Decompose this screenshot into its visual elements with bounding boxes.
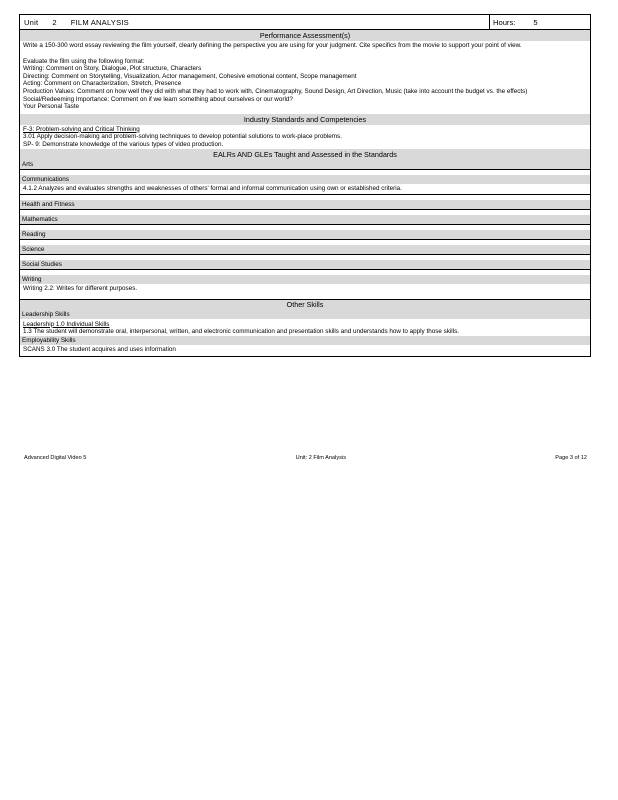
ealr-section-arts: Arts bbox=[20, 160, 590, 169]
other-skills-heading-text: Other Skills bbox=[286, 300, 324, 310]
unit-title: FILM ANALYSIS bbox=[70, 17, 129, 27]
footer-course: Advanced Digital Video 5 bbox=[24, 455, 87, 461]
hours-cell bbox=[490, 15, 590, 29]
performance-heading-text: Performance Assessment(s) bbox=[259, 31, 351, 40]
unit-title-cell bbox=[20, 15, 490, 29]
ealr-section-communications: Communications bbox=[20, 175, 590, 184]
performance-format-intro: Evaluate the film using the following format: bbox=[23, 57, 145, 65]
industry-line: SP- 9: Demonstrate knowledge of the various types of video production. bbox=[23, 140, 224, 148]
footer-page: Page 3 of 12 bbox=[555, 455, 587, 461]
performance-item: Writing: Comment on Story, Dialogue, Plot structure, Characters bbox=[23, 65, 202, 73]
unit-header bbox=[20, 15, 590, 30]
unit-number: 2 bbox=[52, 17, 57, 27]
industry-line: 3.01 Apply decision-making and problem-solving techniques to develop potential solutions to work-place problems. bbox=[23, 133, 342, 141]
performance-item: Directing: Comment on Storytelling, Visualization, Actor management, Cohesive emotional content, Scope management bbox=[23, 72, 357, 80]
employability-label: Employability Skills bbox=[20, 336, 590, 345]
footer-unit: Unit: 2 Film Analysis bbox=[295, 455, 347, 461]
leadership-label: Leadership Skills bbox=[20, 310, 590, 319]
ealr-section-mathematics: Mathematics bbox=[20, 215, 590, 224]
page-footer bbox=[24, 455, 587, 461]
ealr-section-science: Science bbox=[20, 245, 590, 254]
ealrs-heading-text: EALRs AND GLEs Taught and Assessed in the Standards bbox=[213, 149, 397, 159]
employability-text: SCANS 3.0 The student acquires and uses information bbox=[20, 345, 590, 357]
leadership-subhead: Leadership 1.0 Individual Skills bbox=[23, 320, 110, 328]
hours-value: 5 bbox=[533, 17, 538, 27]
unit-document bbox=[19, 14, 591, 357]
ealr-section-writing: Writing bbox=[20, 275, 590, 284]
ealrs-heading bbox=[20, 149, 590, 160]
other-skills-heading bbox=[20, 299, 590, 310]
ealr-section-health: Health and Fitness bbox=[20, 200, 590, 209]
industry-heading bbox=[20, 114, 590, 125]
ealr-section-social-studies: Social Studies bbox=[20, 260, 590, 269]
ealr-communications-text: 4.1.2 Analyzes and evaluates strengths and weaknesses of others' formal and informal communication using own or established criteria. bbox=[23, 184, 402, 192]
ealr-writing-text: Writing 2.2: Writes for different purposes. bbox=[23, 285, 138, 293]
performance-heading bbox=[20, 30, 590, 41]
ealr-section-reading: Reading bbox=[20, 230, 590, 239]
industry-subhead: F-3: Problem-solving and Critical Thinking bbox=[23, 125, 140, 133]
performance-intro: Write a 150-300 word essay reviewing the film yourself, clearly defining the perspective you are using for your judgment. Cite specifics from the movie to support your point of view. bbox=[23, 42, 522, 49]
performance-item: Your Personal Taste bbox=[23, 103, 80, 111]
performance-item: Social/Redeeming Importance: Comment on if we learn something about ourselves or our world? bbox=[23, 95, 293, 103]
performance-item: Production Values: Comment on how well they did with what they had to work with, Cinematography, Sound Design, Art Direction, Music (take into account the budget vs. the effects) bbox=[23, 87, 528, 95]
performance-item: Acting: Comment on Characterization, Stretch, Presence bbox=[23, 80, 182, 88]
hours-label: Hours: bbox=[493, 17, 516, 27]
unit-label: Unit bbox=[24, 17, 39, 27]
leadership-text: 1.3 The student will demonstrate oral, interpersonal, written, and electronic communication and presentation skills and understands how to apply those skills. bbox=[23, 328, 460, 336]
industry-heading-text: Industry Standards and Competencies bbox=[243, 114, 367, 124]
